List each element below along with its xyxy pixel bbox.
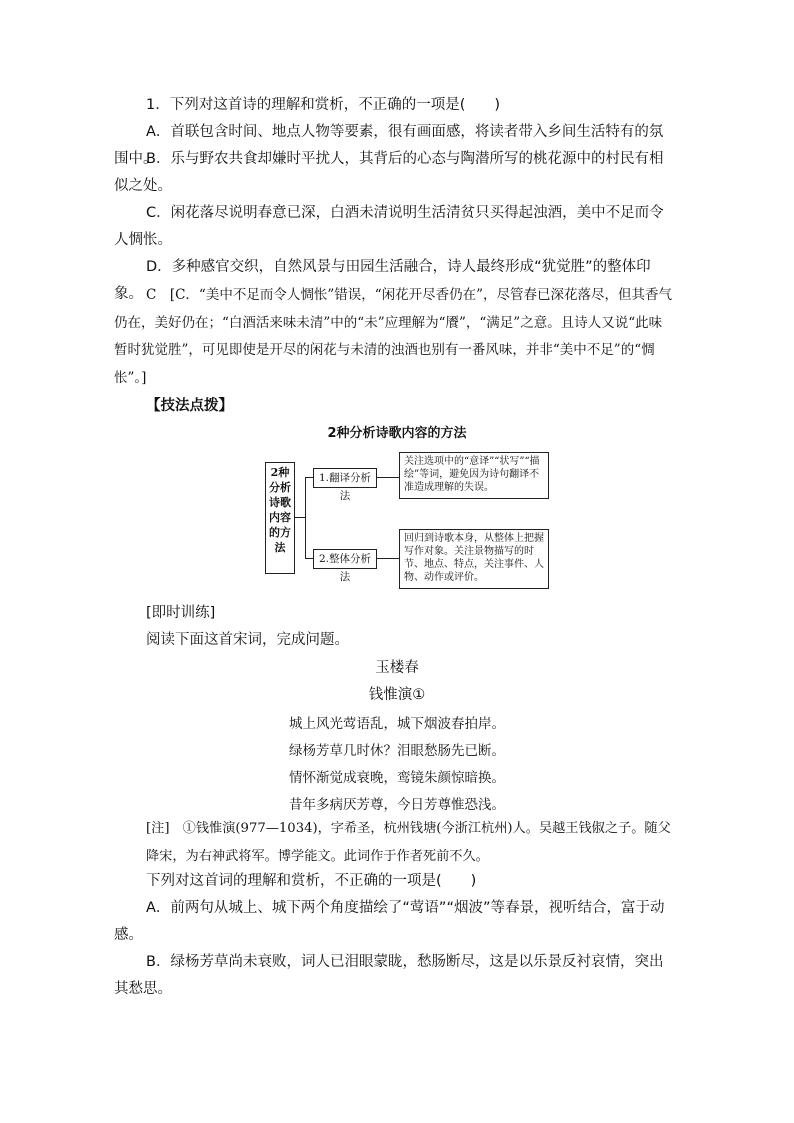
method2-desc-box: 回归到诗歌本身，从整体上把握写作对象。关注景物描写的时节、地点、特点，关注事件、人物、动作或评价。 [399,529,549,589]
poem-line: 昔年多病厌芳尊，今日芳尊惟恐浅。 [289,797,505,813]
method-diagram [265,452,561,583]
practice-intro: 阅读下面这首宋词，完成问题。 [146,632,349,648]
diagram-title: 2种分析诗歌内容的方法 [327,426,467,441]
connector-line [305,558,313,559]
option-d: D．多种感官交织，自然风景与田园生活融合，诗人最终形成“犹觉胜”的整体印象。 [114,259,651,302]
method1-box: 1.翻译分析法 [313,468,377,488]
method2-box: 2.整体分析法 [313,549,377,569]
connector-line [305,477,306,559]
method1-desc-box: 关注选项中的“意译”“状写”“描绘”等词，避免因为诗句翻译不准造成理解的失误。 [399,452,549,499]
option-c: C．闲花落尽说明春意已深，白酒未清说明生活清贫只买得起浊酒，美中不足而令人惆怅。 [114,205,664,248]
connector-line [295,517,305,518]
question-1-stem: 1．下列对这首诗的理解和赏析，不正确的一项是( ) [146,97,501,113]
option-b: B．绿杨芳草尚未衰败，词人已泪眼蒙眬，愁肠断尽，这是以乐景反衬哀情，突出其愁思。 [114,954,664,997]
practice-heading: [即时训练] [146,605,216,621]
poem-note: [注] ①钱惟演(977—1034)，字希圣，杭州钱塘(今浙江杭州)人。吴越王钱俶之子。随父降宋，为右神武将军。博学能文。此词作于作者死前不久。 [146,821,671,864]
option-a: A．前两句从城上、城下两个角度描绘了“莺语”“烟波”等春景，视听结合，富于动感。 [114,900,665,943]
poem-line: 绿杨芳草几时休？泪眼愁肠先已断。 [289,743,505,759]
diagram-root-box: 2种 分析 诗歌 内容 的方 法 [265,462,295,574]
tips-heading: 【技法点拨】 [146,398,233,414]
connector-line [305,477,313,478]
connector-line [377,477,399,478]
option-b: B．乐与野农共食却嫌时平扰人，其背后的心态与陶潜所写的桃花源中的村民有相似之处。 [114,151,664,194]
poem-title: 玉楼春 [375,660,419,676]
answer-explanation: C [C．“美中不足而令人惆怅”错误，“闲花开尽香仍在”，尽管春已深花落尽，但其香气仍在，美好仍在；“白酒活来味未清”中的“未”应理解为“餍”，“满足”之意。且诗人又说“此味暂时犹觉胜”，可见即使是开尽的闲花与未清的浊酒也别有一番风味，并非“美中不足”的“惆怅”。] [114,287,673,386]
poem-line: 城上风光莺语乱，城下烟波春拍岸。 [289,716,505,732]
connector-line [377,558,399,559]
poem-line: 情怀渐觉成衰晚，鸾镜朱颜惊暗换。 [289,770,505,786]
poem-author: 钱惟演① [368,687,426,703]
question-2-stem: 下列对这首词的理解和赏析，不正确的一项是( ) [146,873,477,889]
option-a: A．首联包含时间、地点人物等要素，很有画面感，将读者带入乡间生活特有的氛围中。 [114,124,664,167]
